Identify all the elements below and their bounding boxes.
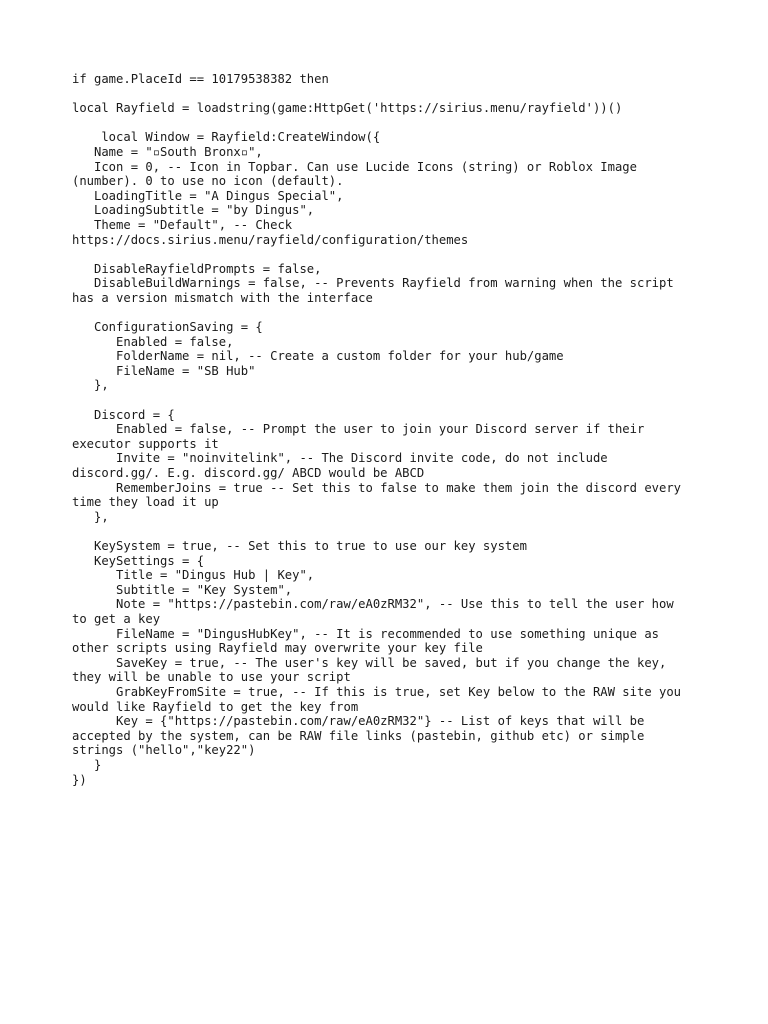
code-line: Key = {"https://pastebin.com/raw/eA0zRM32"} -- List of keys that will be [72,714,645,729]
code-line: Name = "▫South Bronx▫", [72,144,263,159]
code-line: Discord = { [72,407,175,422]
code-line: strings ("hello","key22") [72,743,256,758]
code-line: LoadingTitle = "A Dingus Special", [72,188,344,203]
code-line: local Window = Rayfield:CreateWindow({ [72,130,381,145]
code-line: to get a key [72,611,161,626]
code-line: }, [72,509,109,524]
code-line: would like Rayfield to get the key from [72,699,359,714]
code-line [72,247,712,262]
code-line: local Rayfield = loadstring(game:HttpGet('https://sirius.menu/rayfield'))() [72,101,623,116]
code-line: Enabled = false, [72,334,234,349]
code-line: LoadingSubtitle = "by Dingus", [72,203,315,218]
code-line: https://docs.sirius.menu/rayfield/configuration/themes [72,232,469,247]
code-line: Title = "Dingus Hub | Key", [72,568,315,583]
code-line: } [72,757,102,772]
code-line: other scripts using Rayfield may overwrite your key file [72,641,483,656]
code-line: ConfigurationSaving = { [72,320,263,335]
code-line: Invite = "noinvitelink", -- The Discord invite code, do not include [72,451,608,466]
code-line: time they load it up [72,495,219,510]
code-line [72,116,712,131]
code-line: they will be unable to use your script [72,670,351,685]
code-line: FileName = "SB Hub" [72,363,256,378]
code-line [72,306,712,321]
code-line: Theme = "Default", -- Check [72,217,293,232]
code-line: executor supports it [72,436,219,451]
code-line: FolderName = nil, -- Create a custom folder for your hub/game [72,349,564,364]
code-line: accepted by the system, can be RAW file links (pastebin, github etc) or simple [72,728,645,743]
code-line: Icon = 0, -- Icon in Topbar. Can use Lucide Icons (string) or Roblox Image [72,159,637,174]
code-line: SaveKey = true, -- The user's key will be saved, but if you change the key, [72,655,667,670]
code-line: FileName = "DingusHubKey", -- It is recommended to use something unique as [72,626,659,641]
code-line: DisableRayfieldPrompts = false, [72,261,322,276]
code-line [72,393,712,408]
code-line: if game.PlaceId == 10179538382 then [72,72,329,86]
code-line: GrabKeyFromSite = true, -- If this is true, set Key below to the RAW site you [72,684,682,699]
code-line: }) [72,772,87,787]
code-line: KeySettings = { [72,553,205,568]
document-page [72,72,712,787]
code-line [72,524,712,539]
code-line: DisableBuildWarnings = false, -- Prevents Rayfield from warning when the script [72,276,674,291]
code-line [72,87,712,102]
code-line: RememberJoins = true -- Set this to false to make them join the discord every [72,480,682,495]
code-line: (number). 0 to use no icon (default). [72,174,344,189]
code-line: has a version mismatch with the interface [72,290,373,305]
code-line: KeySystem = true, -- Set this to true to use our key system [72,539,527,553]
code-line: }, [72,378,109,393]
code-line: Enabled = false, -- Prompt the user to join your Discord server if their [72,422,645,437]
code-line: discord.gg/. E.g. discord.gg/ ABCD would be ABCD [72,466,425,481]
code-line: Subtitle = "Key System", [72,582,293,597]
code-line: Note = "https://pastebin.com/raw/eA0zRM32", -- Use this to tell the user how [72,597,674,612]
